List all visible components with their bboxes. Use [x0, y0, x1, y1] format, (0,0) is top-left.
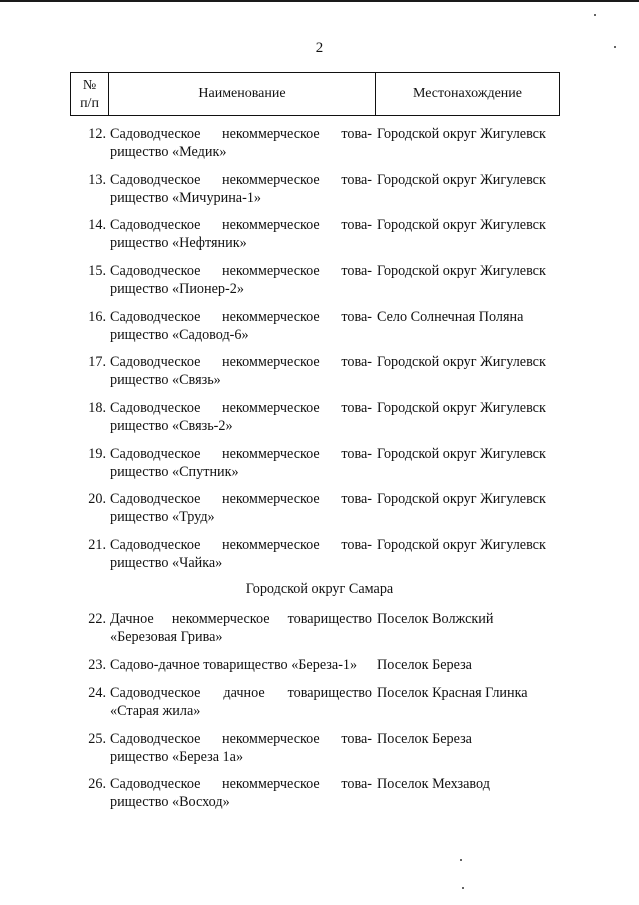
row-number: 20.: [88, 491, 106, 507]
section-title: Городской округ Самара: [245, 581, 394, 597]
row-name-line1: Садоводческое некоммерческое това-: [110, 776, 372, 792]
row-name: [110, 353, 372, 389]
row-location: Поселок Мехзавод: [377, 776, 490, 792]
row-location: Поселок Красная Глинка: [377, 685, 528, 701]
scan-speck: [614, 46, 616, 48]
row-name-line2: рищество «Спутник»: [110, 464, 239, 480]
row-location: Поселок Береза: [377, 657, 472, 673]
row-name-line1: Садоводческое некоммерческое това-: [110, 309, 372, 325]
row-number: 22.: [88, 611, 106, 627]
row-name: [110, 125, 372, 161]
row-name: [110, 775, 372, 811]
row-name: [110, 445, 372, 481]
row-name-line2: рищество «Связь»: [110, 372, 221, 388]
row-number: 26.: [88, 776, 106, 792]
row-location: Городской округ Жигулевск: [377, 126, 546, 142]
row-number: 24.: [88, 685, 106, 701]
header-name-column: Наименование: [109, 73, 376, 115]
row-name-line2: рищество «Береза 1а»: [110, 749, 244, 765]
row-number: 12.: [88, 126, 106, 142]
row-number: 21.: [88, 537, 106, 553]
row-name: [110, 730, 372, 766]
row-name-line1: Садоводческое некоммерческое това-: [110, 217, 372, 233]
row-name-line1: Садоводческое некоммерческое това-: [110, 263, 372, 279]
scan-speck: [594, 14, 596, 16]
header-location-column: Местонахождение: [412, 86, 522, 101]
table-header: [70, 72, 560, 116]
row-number: 18.: [88, 400, 106, 416]
row-name: [110, 536, 372, 572]
row-location: Городской округ Жигулевск: [377, 446, 546, 462]
row-name-line2: рищество «Нефтяник»: [110, 235, 247, 251]
row-name-line1: Садоводческое некоммерческое това-: [110, 731, 372, 747]
row-name: [110, 262, 372, 298]
row-number: 25.: [88, 731, 106, 747]
row-location: Городской округ Жигулевск: [377, 263, 546, 279]
row-name: [110, 308, 372, 344]
header-number-label: №: [82, 78, 97, 93]
top-border-line: [0, 0, 639, 2]
scan-speck: [462, 887, 464, 889]
row-name-line1: Садоводческое дачное товарищество: [110, 685, 372, 701]
row-name-line2: «Старая жила»: [110, 703, 201, 719]
row-location: Поселок Береза: [377, 731, 472, 747]
row-name: [110, 656, 372, 674]
row-name: [110, 610, 372, 646]
row-name-line1: Садоводческое некоммерческое това-: [110, 491, 372, 507]
row-name-line2: рищество «Пионер-2»: [110, 281, 244, 297]
row-name-line2: рищество «Медик»: [110, 144, 227, 160]
row-location: Городской округ Жигулевск: [377, 400, 546, 416]
row-name-line2: рищество «Чайка»: [110, 555, 223, 571]
row-number: 15.: [88, 263, 106, 279]
header-number-sublabel: п/п: [80, 96, 99, 111]
row-name: [110, 684, 372, 720]
row-name: [110, 490, 372, 526]
row-number: 19.: [88, 446, 106, 462]
page-number: 2: [315, 40, 324, 56]
row-name-line1: Садоводческое некоммерческое това-: [110, 446, 372, 462]
row-name: [110, 171, 372, 207]
row-name-line2: рищество «Труд»: [110, 509, 215, 525]
row-number: 13.: [88, 172, 106, 188]
row-name: [110, 216, 372, 252]
row-name-line1: Садоводческое некоммерческое това-: [110, 354, 372, 370]
row-number: 17.: [88, 354, 106, 370]
row-name: [110, 399, 372, 435]
scan-speck: [460, 859, 462, 861]
row-number: 23.: [88, 657, 106, 673]
row-number: 14.: [88, 217, 106, 233]
row-name-line2: «Березовая Грива»: [110, 629, 223, 645]
row-name-line2: рищество «Садовод-6»: [110, 327, 249, 343]
row-location: Городской округ Жигулевск: [377, 354, 546, 370]
header-number-column: [71, 73, 109, 115]
row-name-line2: рищество «Мичурина-1»: [110, 190, 262, 206]
row-location: Поселок Волжский: [377, 611, 494, 627]
row-name-line1: Садоводческое некоммерческое това-: [110, 126, 372, 142]
row-name-line1: Садоводческое некоммерческое това-: [110, 172, 372, 188]
row-location: Городской округ Жигулевск: [377, 537, 546, 553]
row-name-line1: Садоводческое некоммерческое това-: [110, 400, 372, 416]
row-name-line1: Садоводческое некоммерческое това-: [110, 537, 372, 553]
row-name-line1: Садово-дачное товарищество «Береза-1»: [110, 657, 358, 673]
row-number: 16.: [88, 309, 106, 325]
row-location: Городской округ Жигулевск: [377, 491, 546, 507]
row-location: Городской округ Жигулевск: [377, 217, 546, 233]
row-name-line2: рищество «Восход»: [110, 794, 230, 810]
row-location: Село Солнечная Поляна: [377, 309, 524, 325]
row-location: Городской округ Жигулевск: [377, 172, 546, 188]
row-name-line2: рищество «Связь-2»: [110, 418, 233, 434]
row-name-line1: Дачное некоммерческое товарищество: [110, 611, 372, 627]
